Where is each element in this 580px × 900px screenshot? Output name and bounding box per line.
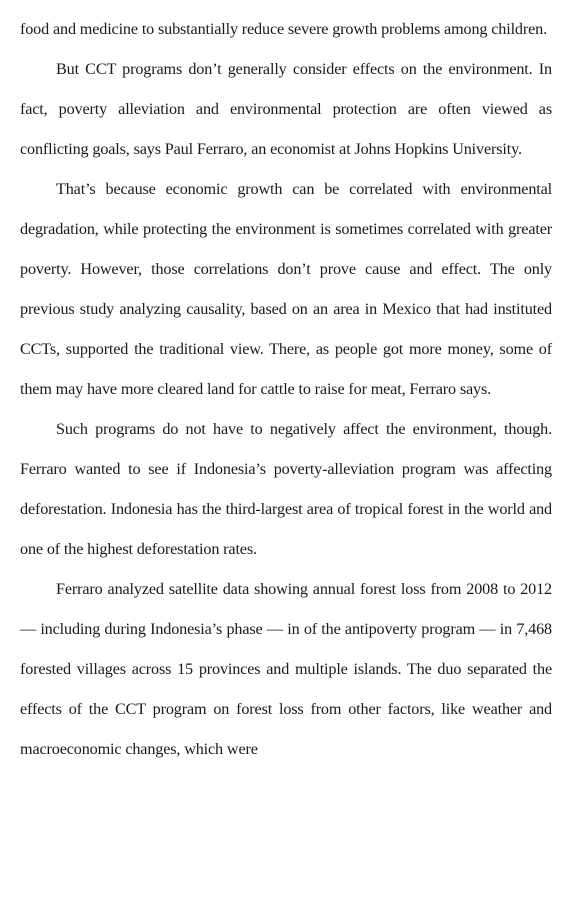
- paragraph-2: But CCT programs don’t generally consider effects on the environment. In fact, poverty alleviation and environmental protection are often viewed as conflicting goals, says Paul Ferraro, an economist at Johns Hopkins University.: [20, 60, 552, 158]
- paragraph-3: That’s because economic growth can be correlated with environmental degradation, while protecting the environment is sometimes correlated with greater poverty. However, those correlations don’t prove cause and effect. The only previous study analyzing causality, based on an area in Mexico that had instituted CCTs, supported the traditional view. There, as people got more money, some of them may have more cleared land for cattle to raise for meat, Ferraro says.: [20, 180, 552, 398]
- paragraph-5: Ferraro analyzed satellite data showing annual forest loss from 2008 to 2012 — including during Indonesia’s phase — in of the antipoverty program — in 7,468 forested villages across 15 provinces and multiple islands. The duo separated the effects of the CCT program on forest loss from other factors, like weather and macroeconomic changes, which were: [20, 580, 552, 758]
- document-body: [20, 9, 552, 769]
- paragraph-4: Such programs do not have to negatively affect the environment, though. Ferraro wanted to see if Indonesia’s poverty-alleviation program was affecting deforestation. Indonesia has the third-largest area of tropical forest in the world and one of the highest deforestation rates.: [20, 420, 552, 558]
- paragraph-1: food and medicine to substantially reduce severe growth problems among children.: [20, 20, 547, 38]
